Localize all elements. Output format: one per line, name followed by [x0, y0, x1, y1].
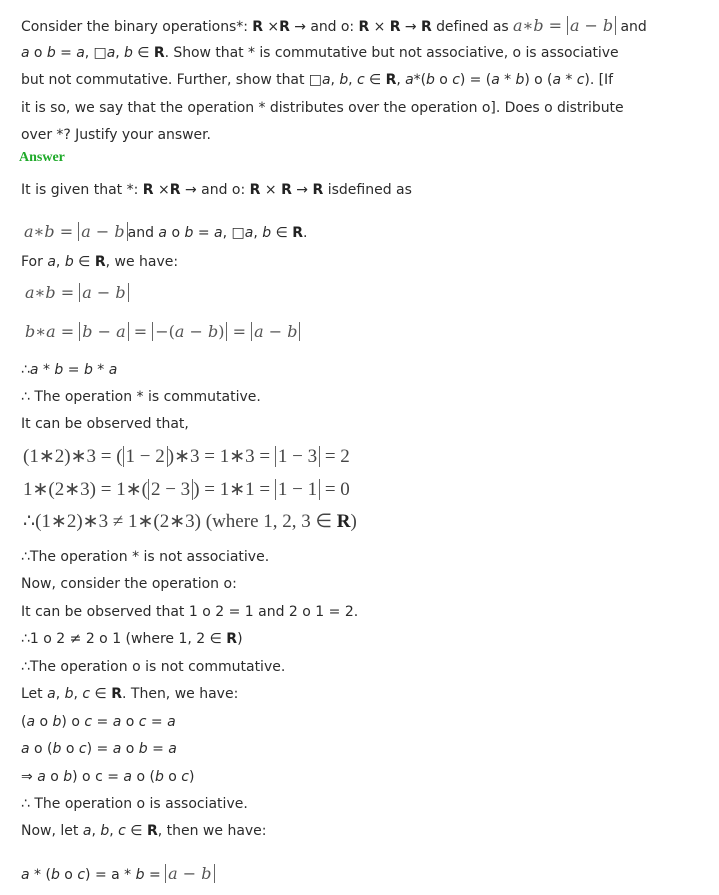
conclusion-o-associative: ∴ The operation o is associative.: [21, 796, 248, 812]
question-line-4: it is so, we say that the operation * distributes over the operation o]. Does o distribute: [21, 100, 624, 116]
question-line-1: Consider the binary operations*: R ×R → and o: R × R → R defined as a∗b = a − b and: [21, 16, 647, 35]
equation-o-left: (a o b) o c = a o c = a: [21, 714, 176, 730]
question-line-5: over *? Justify your answer.: [21, 127, 211, 143]
equation-b-star-a: b∗a = b − a = −(a − b) = a − b: [25, 322, 300, 342]
observed-line: It can be observed that,: [21, 416, 189, 432]
equation-left-assoc: (1∗2)∗3 = ( 1 − 2 )∗3 = 1∗3 = 1 − 3 = 2: [23, 446, 350, 467]
solution-intro: It is given that *: R ×R → and o: R × R → R isdefined as: [21, 182, 412, 198]
let-abc-line: Let a, b, c ∈ R. Then, we have:: [21, 686, 239, 702]
consider-o-line: Now, consider the operation o:: [21, 576, 237, 592]
answer-label: Answer: [19, 150, 65, 165]
definition-line: a∗b = a − b and a o b = a, □a, b ∈ R.: [24, 222, 308, 241]
for-a-b-line: For a, b ∈ R, we have:: [21, 254, 179, 270]
equation-o-right: a o (b o c) = a o b = a: [21, 741, 177, 757]
observed-o-line: It can be observed that 1 o 2 = 1 and 2 o 1 = 2.: [21, 604, 359, 620]
equation-o-implies: ⇒ a o b) o c = a o (b o c): [21, 769, 195, 785]
equation-distribute: a * (b o c) = a * b = a − b: [21, 864, 215, 885]
conclusion-not-associative: ∴The operation * is not associative.: [21, 549, 270, 565]
conclusion-commutative: ∴ The operation * is commutative.: [21, 389, 261, 405]
question-line-3: but not commutative. Further, show that □a, b, c ∈ R, a*(b o c) = (a * b) o (a * c). [If: [21, 72, 614, 88]
equation-right-assoc: 1∗(2∗3) = 1∗( 2 − 3 ) = 1∗1 = 1 − 1 = 0: [23, 479, 350, 500]
therefore-commutative-eq: ∴a * b = b * a: [21, 362, 118, 378]
o-not-equal-line: ∴1 o 2 ≠ 2 o 1 (where 1, 2 ∈ R): [21, 631, 243, 647]
now-let-line: Now, let a, b, c ∈ R, then we have:: [21, 823, 267, 839]
question-line-2: a o b = a, □a, b ∈ R. Show that * is commutative but not associative, o is associative: [21, 45, 619, 61]
equation-not-equal: ∴(1∗2)∗3 ≠ 1∗(2∗3) (where 1, 2, 3 ∈ R): [23, 511, 357, 532]
conclusion-o-not-commutative: ∴The operation o is not commutative.: [21, 659, 286, 675]
equation-a-star-b: a∗b = a − b: [25, 283, 129, 303]
